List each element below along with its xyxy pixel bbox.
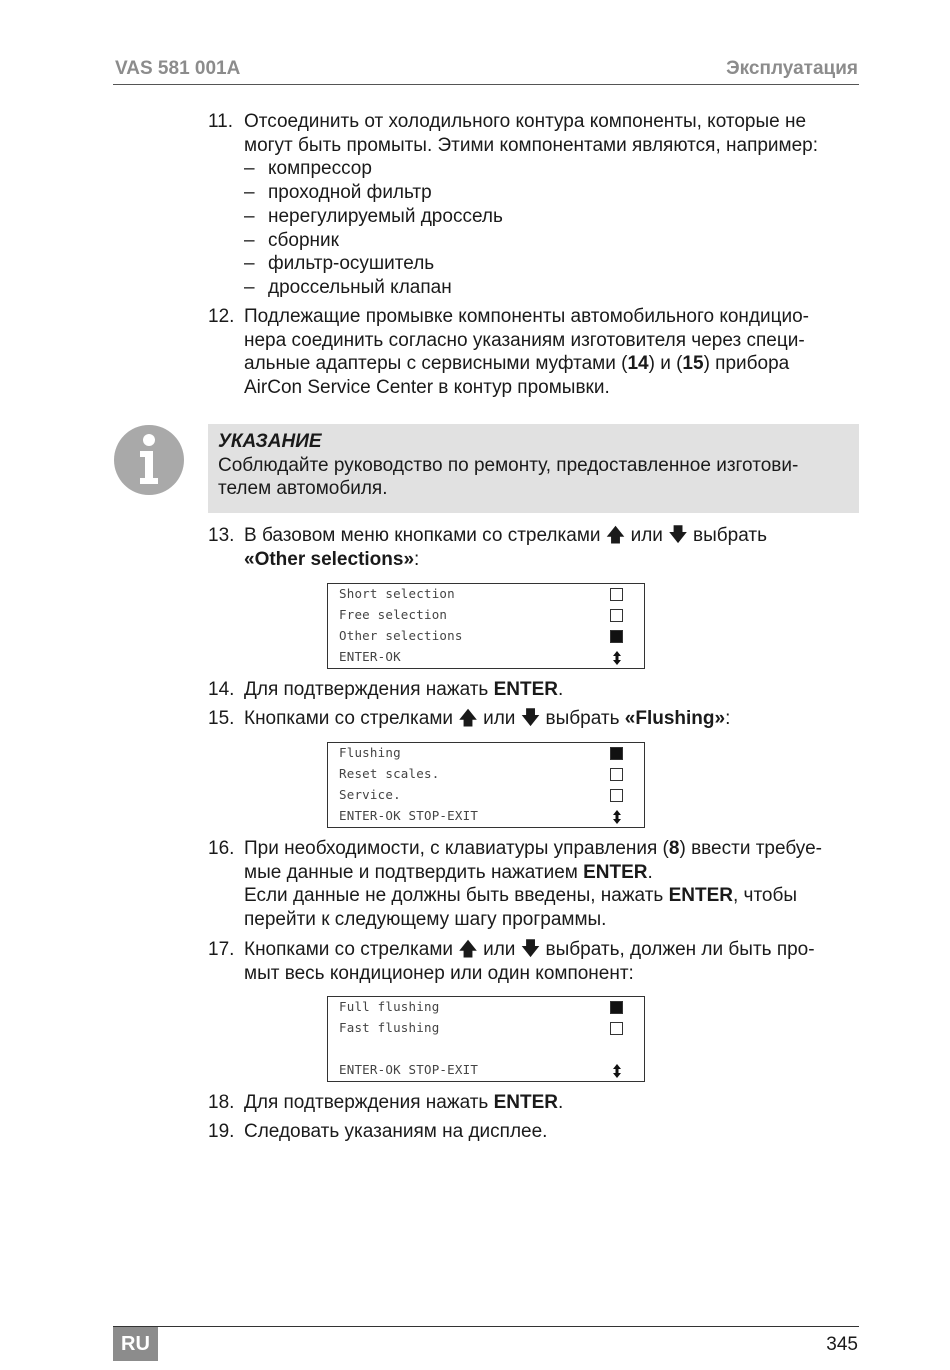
checkbox — [610, 747, 623, 760]
step-text: альные адаптеры с сервисными муфтами (14) и (15) прибора — [244, 353, 790, 375]
checkbox — [610, 1022, 623, 1035]
step-text: нера соединить согласно указаниям изготовителя через специ- — [244, 329, 805, 351]
lcd-display — [327, 583, 645, 669]
checkbox — [610, 609, 623, 622]
step-text: Следовать указаниям на дисплее. — [244, 1121, 548, 1142]
step-text: Для подтверждения нажать ENTER. — [244, 1092, 564, 1113]
checkbox — [610, 1001, 623, 1014]
arrow-up-icon: 🡅 — [458, 939, 478, 960]
arrow-up-icon: 🡅 — [605, 525, 626, 546]
checkbox — [610, 630, 623, 643]
step-13 — [208, 524, 860, 571]
lcd-row: Service. — [339, 787, 401, 802]
step-text: мыт весь кондиционер или один компонент: — [244, 962, 634, 984]
arrow-down-icon: 🡇 — [668, 525, 688, 546]
lcd-row: Free selection — [339, 607, 448, 622]
checkbox — [610, 768, 623, 781]
step-text: В базовом меню кнопками со стрелками 🡅 или 🡇 выбрать — [244, 525, 767, 546]
checkbox — [610, 588, 623, 601]
step-number: 14. — [208, 679, 235, 700]
lcd-row: ENTER-OK STOP-EXIT — [339, 1062, 479, 1077]
header-doc-id: VAS 581 001A — [115, 58, 241, 79]
updown-arrow-icon — [609, 650, 625, 666]
note-box — [208, 424, 859, 513]
step-text: Для подтверждения нажать ENTER. — [244, 679, 564, 700]
list-item: – компрессор — [244, 158, 372, 180]
lcd-row: ENTER-OK STOP-EXIT — [339, 808, 479, 823]
arrow-up-icon: 🡅 — [458, 708, 478, 729]
lcd-display — [327, 742, 645, 828]
arrow-down-icon: 🡇 — [520, 708, 541, 729]
step-16 — [208, 837, 860, 932]
step-number: 18. — [208, 1092, 235, 1113]
lcd-row: ENTER-OK — [339, 649, 401, 664]
note-title: УКАЗАНИЕ — [218, 431, 322, 452]
lcd-display — [327, 996, 645, 1082]
lcd-row: Reset scales. — [339, 766, 440, 781]
lcd-row: Full flushing — [339, 999, 440, 1014]
step-text: могут быть промыты. Этими компонентами являются, например: — [244, 134, 819, 156]
list-item: – нерегулируемый дроссель — [244, 205, 503, 227]
step-19 — [208, 1120, 860, 1144]
step-number: 16. — [208, 838, 235, 859]
footer-divider — [113, 1326, 859, 1327]
step-text: Подлежащие промывке компоненты автомобильного кондицио- — [244, 306, 810, 327]
lcd-row: Short selection — [339, 586, 455, 601]
step-15 — [208, 707, 860, 731]
step-14 — [208, 678, 860, 702]
step-text: При необходимости, с клавиатуры управления (8) ввести требуе- — [244, 838, 822, 859]
step-number: 17. — [208, 939, 235, 960]
step-text: мые данные и подтвердить нажатием ENTER. — [244, 861, 653, 883]
note-text: телем автомобиля. — [218, 478, 388, 500]
list-item: – сборник — [244, 229, 339, 251]
step-text: «Other selections»: — [244, 548, 420, 570]
lcd-row: Fast flushing — [339, 1020, 440, 1035]
step-17 — [208, 938, 860, 985]
language-badge: RU — [113, 1327, 158, 1361]
header-divider — [113, 84, 859, 85]
step-text: перейти к следующему шагу программы. — [244, 909, 607, 931]
step-12 — [208, 305, 860, 400]
list-item: – фильтр-осушитель — [244, 253, 435, 275]
step-text: Кнопками со стрелками 🡅 или 🡇 выбрать, должен ли быть про- — [244, 939, 815, 960]
step-11 — [208, 110, 860, 300]
step-text: Кнопками со стрелками 🡅 или 🡇 выбрать «Flushing»: — [244, 708, 731, 729]
note-text: Соблюдайте руководство по ремонту, предоставленное изготови- — [218, 454, 799, 476]
step-number: 11. — [208, 111, 234, 132]
list-item: – проходной фильтр — [244, 182, 432, 204]
step-number: 12. — [208, 306, 235, 327]
step-18 — [208, 1091, 860, 1115]
step-number: 13. — [208, 525, 235, 546]
header-section: Эксплуатация — [726, 58, 858, 79]
step-number: 19. — [208, 1121, 235, 1142]
page-number: 345 — [826, 1334, 858, 1355]
lcd-row: Other selections — [339, 628, 463, 643]
list-item: – дроссельный клапан — [244, 276, 452, 298]
step-text: Отсоединить от холодильного контура компоненты, которые не — [244, 111, 807, 132]
updown-arrow-icon — [609, 1063, 625, 1079]
step-text: AirCon Service Center в контур промывки. — [244, 377, 610, 399]
info-icon — [113, 424, 185, 496]
lcd-row: Flushing — [339, 745, 401, 760]
step-number: 15. — [208, 708, 235, 729]
arrow-down-icon: 🡇 — [520, 939, 541, 960]
updown-arrow-icon — [609, 809, 625, 825]
checkbox — [610, 789, 623, 802]
step-text: Если данные не должны быть введены, нажать ENTER, чтобы — [244, 885, 798, 907]
